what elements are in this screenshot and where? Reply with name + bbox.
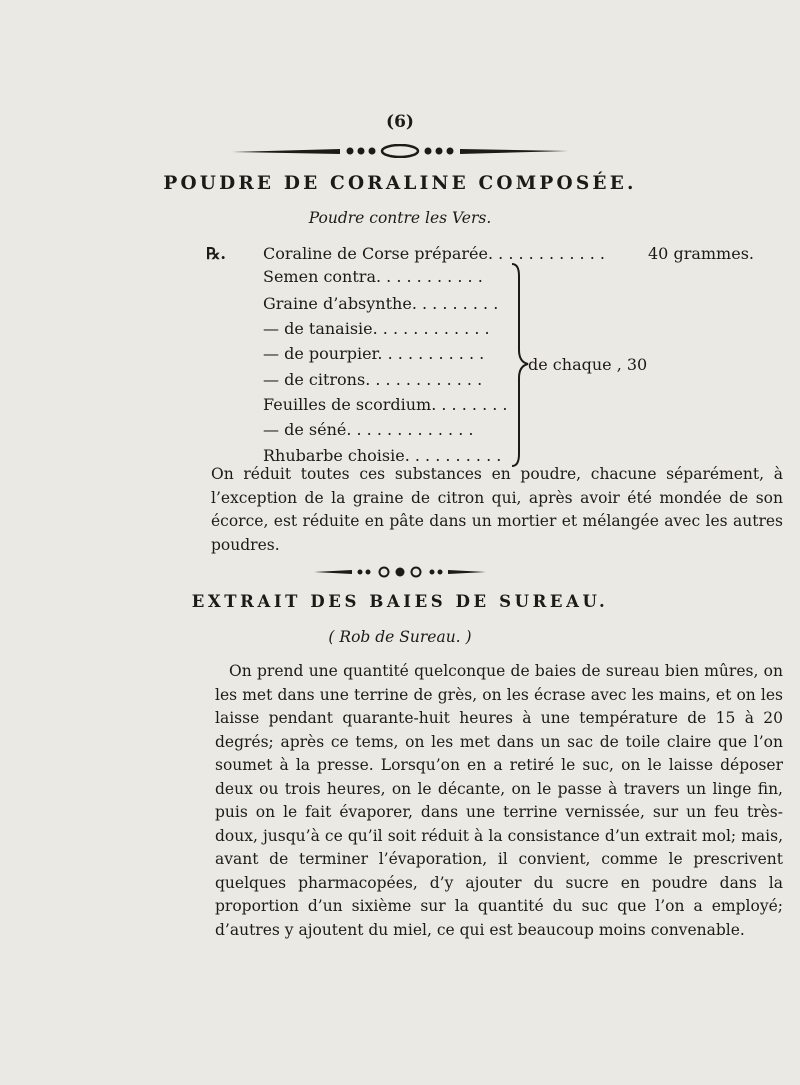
paragraph-extract [215, 660, 783, 942]
ingredient-line: Semen contra. . . . . . . . . . . [263, 267, 483, 286]
paragraph-text: On réduit toutes ces substances en poudre, chacune séparément, à l’exception de la graine de citron qui, après avoir été mondée de son écorce, est réduite en pâte dans un mortier et mélangée avec les autres poudres. [211, 465, 783, 554]
ingredient-line-first: Coraline de Corse préparée. . . . . . . . . . . . [263, 244, 605, 263]
page-number: (6) [386, 112, 414, 132]
recipe-symbol: ℞. [206, 244, 226, 263]
section-subtitle: ( Rob de Sureau. ) [328, 628, 472, 646]
ingredient-line: Graine d’absynthe. . . . . . . . . [263, 294, 499, 313]
ingredient-line: — de pourpier. . . . . . . . . . . [263, 344, 485, 363]
paragraph-powder [211, 463, 783, 557]
ingredient-quantity-first: 40 grammes. [648, 244, 754, 263]
ingredient-line: Feuilles de scordium. . . . . . . . [263, 395, 508, 414]
ingredient-line: Rhubarbe choisie. . . . . . . . . . [263, 446, 502, 465]
ingredient-line: — de séné. . . . . . . . . . . . . [263, 420, 474, 439]
section-title: POUDRE DE CORALINE COMPOSÉE. [163, 173, 637, 194]
section-title: EXTRAIT DES BAIES DE SUREAU. [191, 592, 609, 611]
ornament-divider-middle [0, 563, 800, 582]
ingredient-line: — de tanaisie. . . . . . . . . . . . [263, 319, 490, 338]
ornament-icon [312, 566, 488, 578]
group-quantity: de chaque , 30 [528, 355, 648, 374]
ingredient-line: — de citrons. . . . . . . . . . . . [263, 370, 483, 389]
section-subtitle: Poudre contre les Vers. [308, 209, 492, 227]
paragraph-text: On prend une quantité quelconque de baies de sureau bien mûres, on les met dans une terrine de grès, on les écrase avec les mains, et on les laisse pendant quarante-huit heures à une température de 15 à 20 degrés; après ce tems, on les met dans un sac de toile claire que l’on soumet à la presse. Lorsqu’on en a retiré le suc, on le laisse déposer deux ou trois heures, on le décante, on le passe à travers un linge fin, puis on le fait évaporer, dans une terrine vernissée, sur un feu très-doux, jusqu’à ce qu’il soit réduit à la consistance d’un extrait mol; mais, avant de terminer l’évaporation, il convient, comme le prescrivent quelques pharmacopées, d’y ajouter du sucre en poudre dans la proportion d’un sixième sur la quantité du suc que l’on a employé; d’autres y ajoutent du miel, ce qui est beaucoup moins convenable. [215, 662, 783, 939]
ornament-divider-top [0, 143, 800, 162]
ornament-icon [230, 144, 570, 158]
